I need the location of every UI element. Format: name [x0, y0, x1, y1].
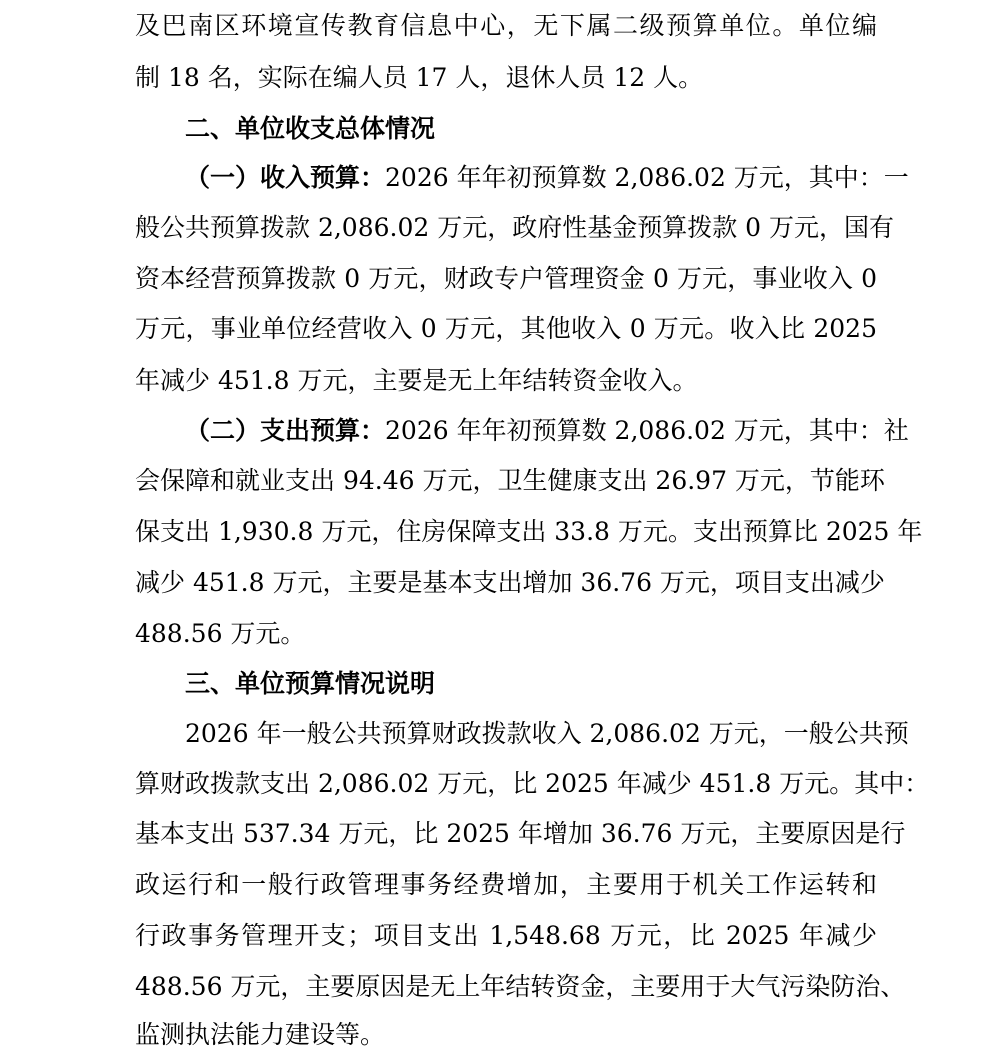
- paragraph-line: 年减少 451.8 万元，主要是无上年结转资金收入。: [135, 366, 698, 395]
- expense-budget-text: 2026 年年初预算数 2,086.02 万元，其中：社: [385, 416, 909, 445]
- paragraph-line: 万元，事业单位经营收入 0 万元，其他收入 0 万元。收入比 2025: [135, 314, 877, 343]
- paragraph-line: 基本支出 537.34 万元，比 2025 年增加 36.76 万元，主要原因是行: [135, 819, 906, 848]
- paragraph-line: 保支出 1,930.8 万元，住房保障支出 33.8 万元。支出预算比 2025 年: [135, 517, 923, 546]
- income-budget-line: [185, 163, 909, 193]
- paragraph-line: 488.56 万元，主要原因是无上年结转资金，主要用于大气污染防治、: [135, 972, 906, 1001]
- income-budget-label: （一）收入预算：: [185, 163, 386, 192]
- section-heading-3: 三、单位预算情况说明: [185, 669, 436, 698]
- paragraph-line: 减少 451.8 万元，主要是基本支出增加 36.76 万元，项目支出减少: [135, 568, 885, 597]
- paragraph-line: 政运行和一般行政管理事务经费增加，主要用于机关工作运转和: [135, 870, 877, 899]
- paragraph-line: 488.56 万元。: [135, 619, 306, 648]
- expense-budget-line: [185, 416, 909, 446]
- paragraph-line: 算财政拨款支出 2,086.02 万元，比 2025 年减少 451.8 万元。其中：: [135, 769, 930, 798]
- paragraph-line: 2026 年一般公共预算财政拨款收入 2,086.02 万元，一般公共预: [185, 719, 909, 748]
- paragraph-line: 资本经营预算拨款 0 万元，财政专户管理资金 0 万元，事业收入 0: [135, 264, 877, 293]
- paragraph-line: 监测执法能力建设等。: [135, 1020, 386, 1049]
- paragraph-line: 制 18 名，实际在编人员 17 人，退休人员 12 人。: [135, 63, 704, 92]
- paragraph-line: 会保障和就业支出 94.46 万元，卫生健康支出 26.97 万元，节能环: [135, 466, 885, 495]
- section-heading-2: 二、单位收支总体情况: [185, 114, 436, 143]
- paragraph-line: 及巴南区环境宣传教育信息中心，无下属二级预算单位。单位编: [135, 11, 877, 40]
- income-budget-text: 2026 年年初预算数 2,086.02 万元，其中：一: [385, 163, 909, 192]
- paragraph-line: 行政事务管理开支；项目支出 1,548.68 万元，比 2025 年减少: [135, 921, 877, 950]
- paragraph-line: 般公共预算拨款 2,086.02 万元，政府性基金预算拨款 0 万元，国有: [135, 213, 895, 242]
- expense-budget-label: （二）支出预算：: [185, 416, 386, 445]
